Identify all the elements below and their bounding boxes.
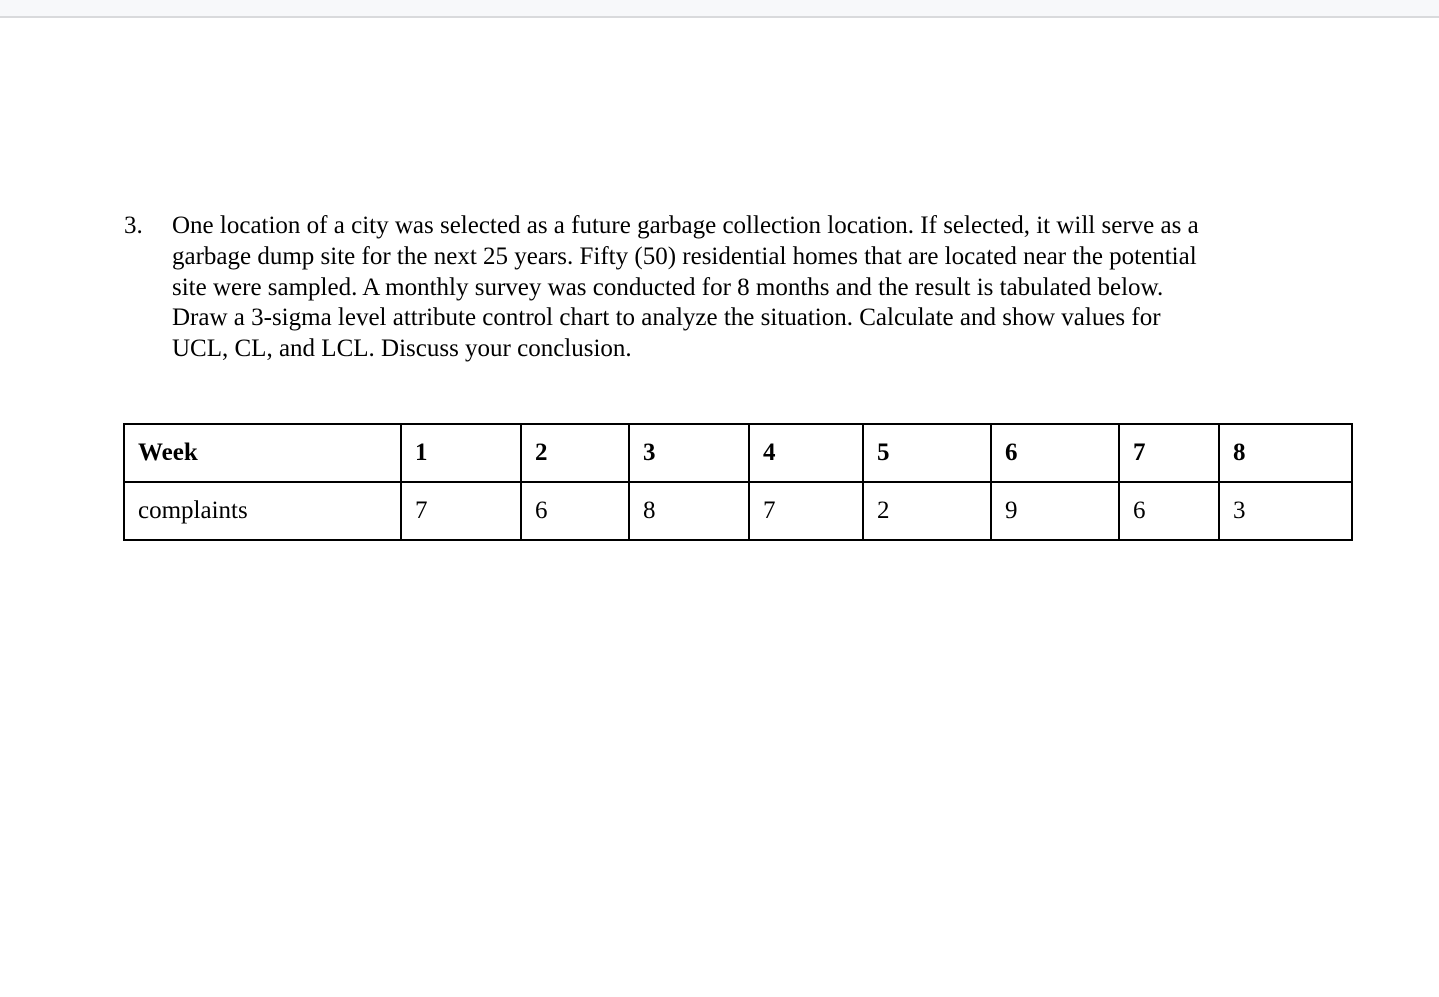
complaints-cell-8: 3 — [1219, 482, 1352, 540]
question-text: One location of a city was selected as a future garbage collection location. If selected, it will serve as a garbage dump site for the next 25 years. Fifty (50) residential homes that are located near the potential site were sampled. A monthly survey was conducted for 8 months and the result is tabulated below. Draw a 3-sigma level attribute control chart to analyze the situation. Calculate and show values for UCL, CL, and LCL. Discuss your conclusion. — [172, 212, 1199, 363]
complaints-table — [123, 423, 1353, 541]
complaints-cell-1: 7 — [401, 482, 521, 540]
week-cell-8: 8 — [1219, 424, 1352, 482]
week-cell-3: 3 — [629, 424, 749, 482]
question-number: 3. — [124, 212, 143, 239]
week-cell-2: 2 — [521, 424, 629, 482]
week-cell-7: 7 — [1119, 424, 1219, 482]
table-row-complaints — [124, 482, 1352, 540]
complaints-cell-7: 6 — [1119, 482, 1219, 540]
table-header-row — [124, 424, 1352, 482]
question-block — [124, 211, 1294, 365]
week-cell-4: 4 — [749, 424, 863, 482]
complaints-cell-5: 2 — [863, 482, 991, 540]
complaints-row-label: complaints — [124, 482, 401, 540]
complaints-cell-2: 6 — [521, 482, 629, 540]
week-cell-5: 5 — [863, 424, 991, 482]
complaints-cell-3: 8 — [629, 482, 749, 540]
complaints-cell-4: 7 — [749, 482, 863, 540]
window-top-bar — [0, 0, 1439, 18]
week-cell-1: 1 — [401, 424, 521, 482]
complaints-cell-6: 9 — [991, 482, 1119, 540]
week-header-label: Week — [124, 424, 401, 482]
week-cell-6: 6 — [991, 424, 1119, 482]
